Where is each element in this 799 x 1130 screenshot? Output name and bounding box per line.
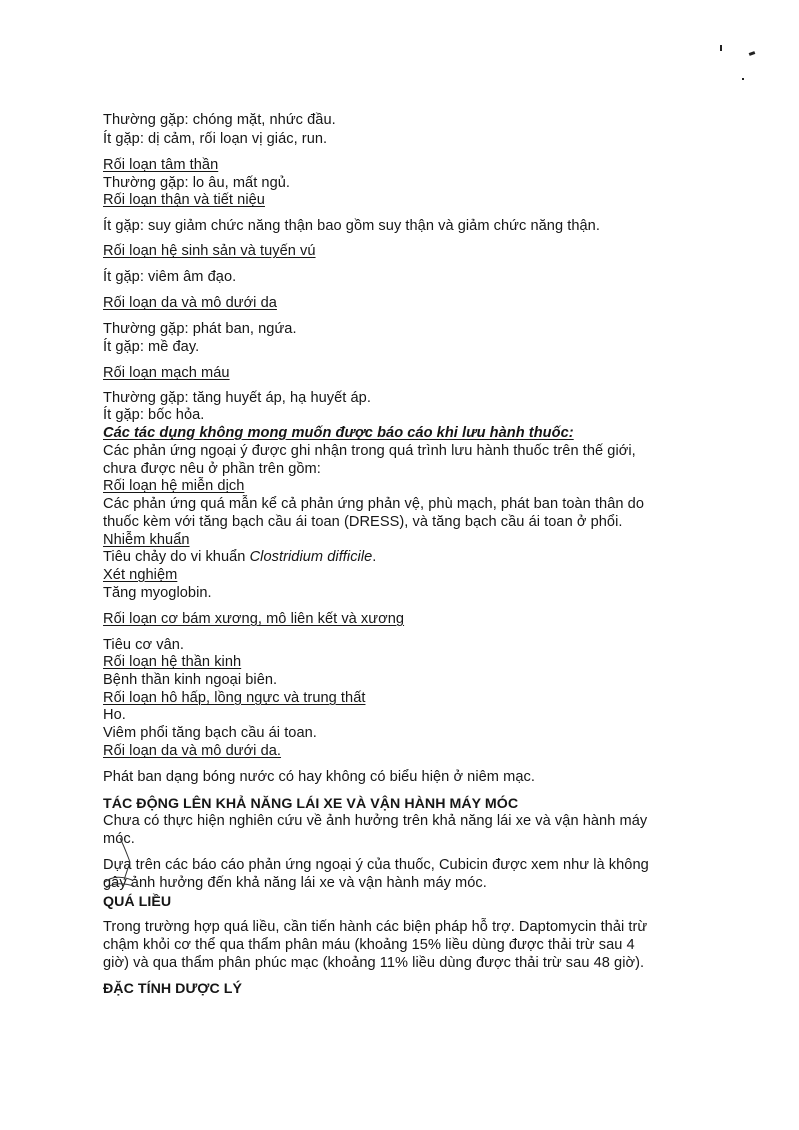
text-line: Chưa có thực hiện nghiên cứu về ảnh hưởng trên khả năng lái xe và vận hành máy bbox=[103, 813, 648, 829]
section-subheading: Nhiễm khuẩn bbox=[103, 532, 190, 548]
section-heading: QUÁ LIỀU bbox=[103, 894, 172, 910]
text-line: giờ) và qua thẩm phân phúc mạc (khoảng 11% liều dùng được thải trừ sau 48 giờ). bbox=[103, 955, 645, 971]
text-line: Tăng myoglobin. bbox=[103, 585, 212, 601]
text-line: Thường gặp: chóng mặt, nhức đầu. bbox=[103, 112, 336, 128]
text-line: Phát ban dạng bóng nước có hay không có biểu hiện ở niêm mạc. bbox=[103, 769, 535, 785]
text-line: thuốc kèm với tăng bạch cầu ái toan (DRESS), và tăng bạch cầu ái toan ở phổi. bbox=[103, 514, 623, 530]
text-line: Viêm phổi tăng bạch cầu ái toan. bbox=[103, 725, 317, 741]
text-line: Ít gặp: dị cảm, rối loạn vị giác, run. bbox=[103, 131, 328, 147]
section-subheading: Xét nghiệm bbox=[103, 567, 178, 583]
text-line: chưa được nêu ở phần trên gồm: bbox=[103, 461, 321, 477]
text-line: Trong trường hợp quá liều, cần tiến hành các biện pháp hỗ trợ. Daptomycin thải trừ bbox=[103, 919, 648, 935]
scan-mark bbox=[749, 51, 756, 56]
text-line: Ít gặp: viêm âm đạo. bbox=[103, 269, 237, 285]
text-line: Các phản ứng ngoại ý được ghi nhận trong quá trình lưu hành thuốc trên thế giới, bbox=[103, 443, 636, 459]
scan-mark bbox=[742, 78, 744, 80]
text-line: Thường gặp: lo âu, mất ngủ. bbox=[103, 175, 291, 191]
text-segment: Tiêu chảy do vi khuẩn bbox=[103, 549, 250, 565]
section-subheading: Rối loạn hô hấp, lồng ngực và trung thất bbox=[103, 690, 366, 706]
text-line: Bệnh thần kinh ngoại biên. bbox=[103, 672, 278, 688]
text-line: chậm khỏi cơ thể qua thẩm phân máu (khoảng 15% liều dùng được thải trừ sau 4 bbox=[103, 937, 635, 953]
text-line: Thường gặp: phát ban, ngứa. bbox=[103, 321, 297, 337]
text-line bbox=[103, 548, 376, 566]
section-subheading: Rối loạn thận và tiết niệu bbox=[103, 192, 265, 208]
scan-mark bbox=[720, 45, 722, 51]
text-line: Thường gặp: tăng huyết áp, hạ huyết áp. bbox=[103, 390, 371, 406]
text-segment: . bbox=[372, 549, 377, 565]
text-line: gây ảnh hưởng đến khả năng lái xe và vận hành máy móc. bbox=[103, 875, 487, 891]
text-line: Ít gặp: bốc hỏa. bbox=[103, 407, 205, 423]
section-subheading: Rối loạn mạch máu bbox=[103, 365, 230, 381]
section-subheading: Rối loạn hệ thần kinh bbox=[103, 654, 242, 670]
text-line: Tiêu cơ vân. bbox=[103, 637, 185, 653]
section-heading: ĐẶC TÍNH DƯỢC LÝ bbox=[103, 981, 242, 997]
section-subheading: Rối loạn cơ bám xương, mô liên kết và xương bbox=[103, 611, 405, 627]
section-subheading: Rối loạn hệ miễn dịch bbox=[103, 478, 245, 494]
section-subheading: Rối loạn tâm thần bbox=[103, 157, 219, 173]
handwritten-scribble bbox=[100, 836, 140, 896]
text-line: Các phản ứng quá mẫn kể cả phản ứng phản vệ, phù mạch, phát ban toàn thân do bbox=[103, 496, 644, 512]
text-line: Ít gặp: mề đay. bbox=[103, 339, 200, 355]
text-line: Dựa trên các báo cáo phản ứng ngoại ý của thuốc, Cubicin được xem như là không bbox=[103, 857, 649, 873]
postmarketing-heading: Các tác dụng không mong muốn được báo cáo khi lưu hành thuốc: bbox=[103, 425, 574, 441]
organism-name: Clostridium difficile bbox=[249, 549, 373, 565]
section-subheading: Rối loạn da và mô dưới da. bbox=[103, 743, 282, 759]
text-line: Ít gặp: suy giảm chức năng thận bao gồm suy thận và giảm chức năng thận. bbox=[103, 218, 600, 234]
section-heading: TÁC ĐỘNG LÊN KHẢ NĂNG LÁI XE VÀ VẬN HÀNH MÁY MÓC bbox=[103, 796, 519, 812]
text-line: Ho. bbox=[103, 707, 126, 723]
text-line: móc. bbox=[103, 831, 135, 847]
section-subheading: Rối loạn da và mô dưới da bbox=[103, 295, 277, 311]
section-subheading: Rối loạn hệ sinh sản và tuyến vú bbox=[103, 243, 316, 259]
